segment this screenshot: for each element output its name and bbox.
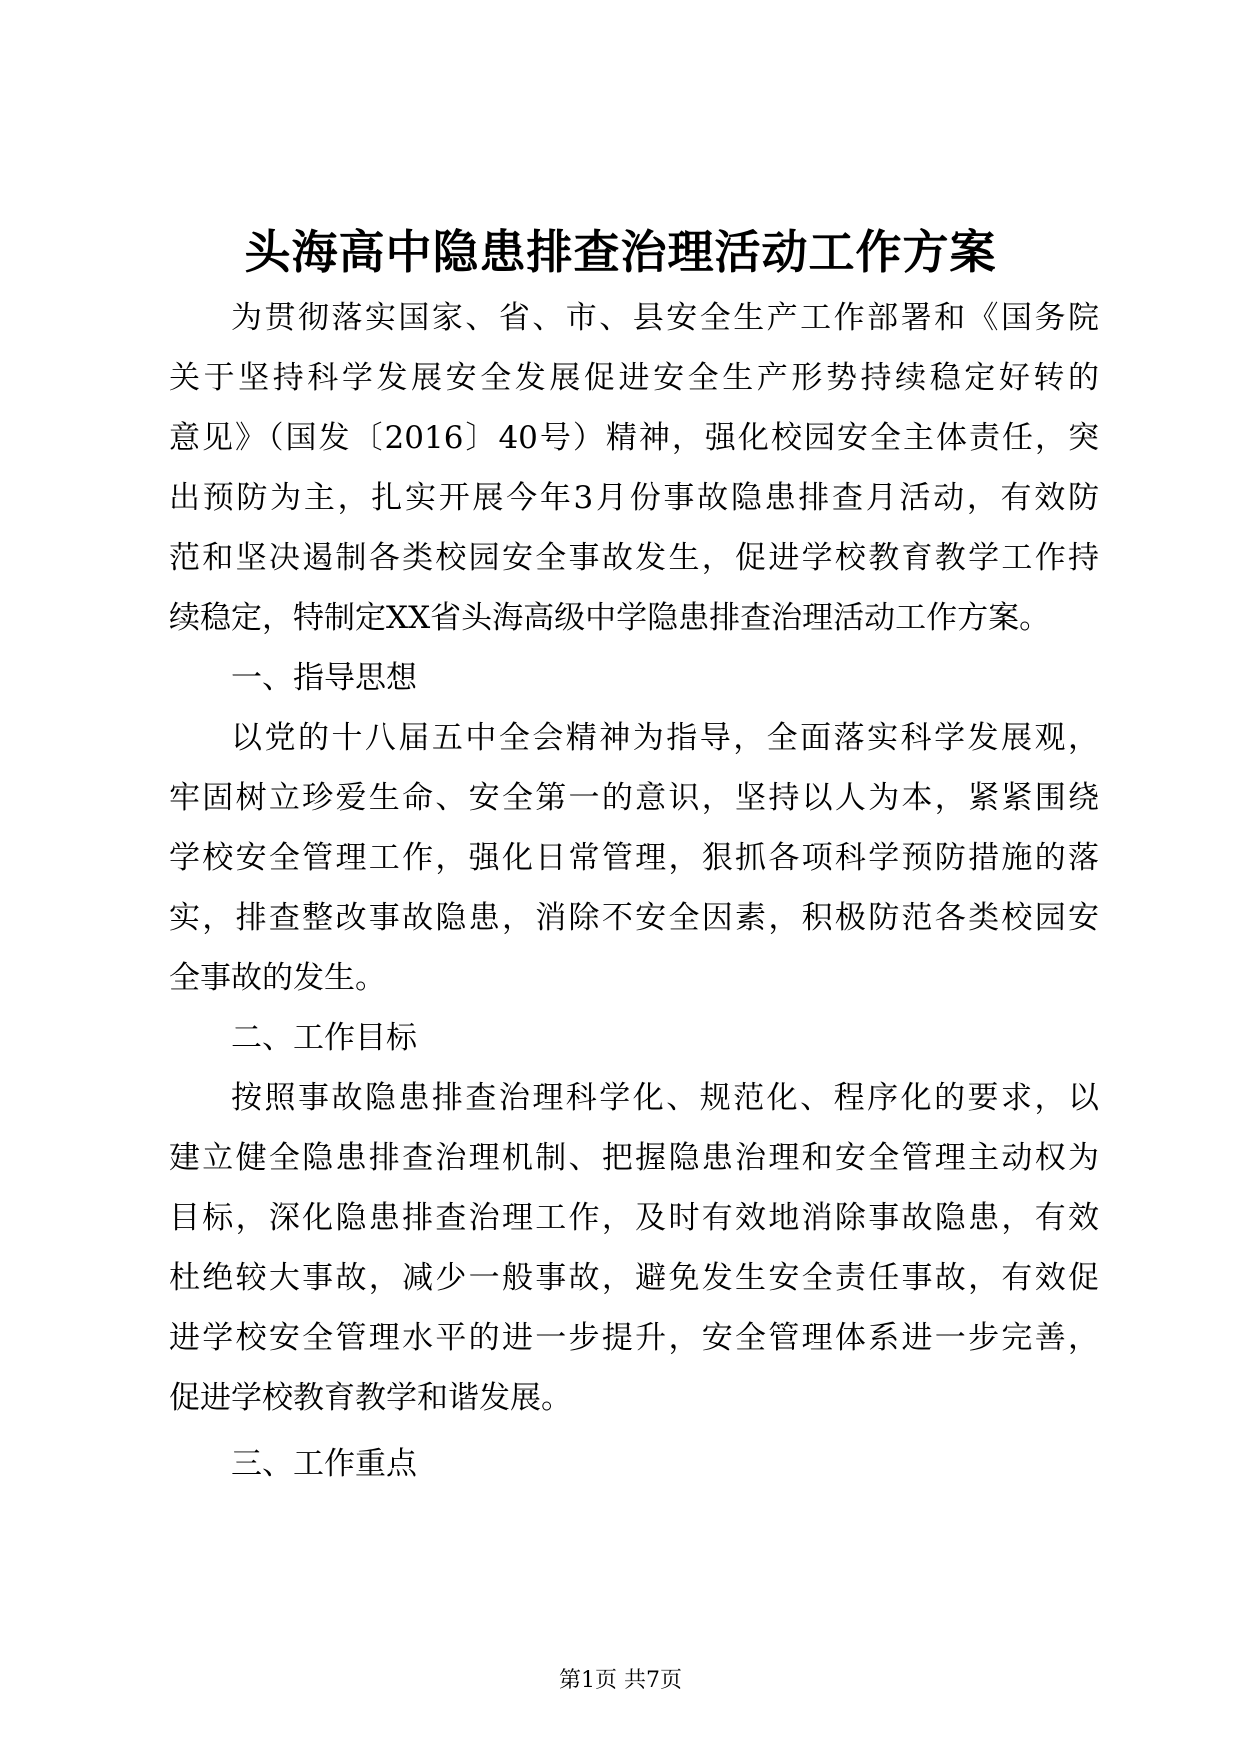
section-heading-guiding-ideology: 一、指导思想 [231, 660, 417, 696]
intro-line-2: 关于坚持科学发展安全发展促进安全生产形势持续稳定好转的 [169, 360, 1099, 396]
section-heading-work-focus: 三、工作重点 [231, 1446, 417, 1482]
intro-line-1: 为贯彻落实国家、省、市、县安全生产工作部署和《国务院 [231, 300, 1099, 336]
section1-line-1: 以党的十八届五中全会精神为指导，全面落实科学发展观， [231, 720, 1099, 756]
document-body [169, 288, 1099, 1494]
intro-line-6: 续稳定，特制定XX省头海高级中学隐患排查治理活动工作方案。 [169, 600, 1051, 636]
section2-line-4: 杜绝较大事故，减少一般事故，避免发生安全责任事故，有效促 [169, 1260, 1099, 1296]
section2-line-2: 建立健全隐患排查治理机制、把握隐患治理和安全管理主动权为 [169, 1140, 1099, 1176]
section-heading-work-goals: 二、工作目标 [231, 1020, 417, 1056]
intro-line-3: 意见》（国发〔2016〕40号）精神，强化校园安全主体责任，突 [169, 420, 1099, 456]
section1-line-2: 牢固树立珍爱生命、安全第一的意识，坚持以人为本，紧紧围绕 [169, 780, 1099, 816]
section1-line-4: 实，排查整改事故隐患，消除不安全因素，积极防范各类校园安 [169, 900, 1099, 936]
intro-line-5: 范和坚决遏制各类校园安全事故发生，促进学校教育教学工作持 [169, 540, 1099, 576]
section2-line-6: 促进学校教育教学和谐发展。 [169, 1380, 572, 1416]
intro-line-4: 出预防为主，扎实开展今年3月份事故隐患排查月活动，有效防 [169, 480, 1099, 516]
section2-line-5: 进学校安全管理水平的进一步提升，安全管理体系进一步完善， [169, 1320, 1099, 1356]
document-title: 头海高中隐患排查治理活动工作方案 [244, 225, 997, 279]
section1-line-3: 学校安全管理工作，强化日常管理，狠抓各项科学预防措施的落 [169, 840, 1099, 876]
section1-line-5: 全事故的发生。 [169, 960, 386, 996]
page-number-footer: 第1页 共7页 [559, 1668, 682, 1693]
section2-line-1: 按照事故隐患排查治理科学化、规范化、程序化的要求，以 [231, 1080, 1099, 1116]
section2-line-3: 目标，深化隐患排查治理工作，及时有效地消除事故隐患，有效 [169, 1200, 1099, 1236]
